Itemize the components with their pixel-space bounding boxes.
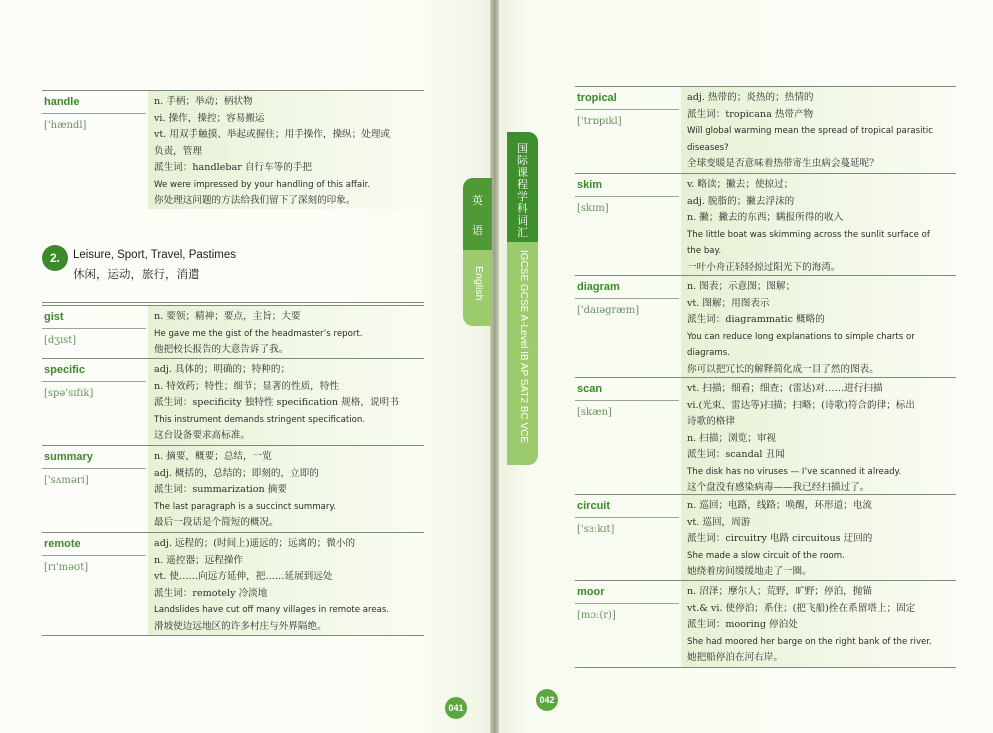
entry-tropical (575, 86, 956, 173)
headword-divider (42, 555, 146, 556)
side-tab-char: 国 (517, 142, 528, 155)
definition-line: vt. 巡回，周游 (687, 516, 751, 528)
headword: tropical (577, 92, 617, 104)
headword-divider (575, 196, 679, 197)
example-sentence: Landslides have cut off many villages in remote areas. (154, 605, 390, 615)
definition-line: 派生词：diagrammatic 概略的 (687, 314, 825, 325)
example-sentence: She made a slow circuit of the room. (687, 550, 845, 561)
definition-line: n. 撇；撇去的东西；瞒报所得的收入 (687, 212, 844, 223)
headword-divider (42, 468, 146, 469)
headword: diagram (577, 281, 620, 293)
definition-line: 派生词：handlebar 自行车等的手把 (154, 162, 312, 173)
example-sentence: The little boat was skimming across the sunlit surface of (687, 229, 930, 240)
definition-line: n. 特效药；特性；细节；显著的性质，特性 (154, 380, 339, 392)
page-number-left: 041 (445, 697, 467, 719)
section-rule (42, 302, 424, 303)
side-tab-latin: English (473, 266, 485, 301)
definition-line: n. 遥控器；远程操作 (154, 554, 244, 566)
entry-scan (575, 377, 956, 494)
headword: handle (44, 96, 80, 108)
entry-specific (42, 358, 424, 445)
definition-panel (148, 533, 424, 635)
headword: circuit (577, 500, 611, 512)
phonetic: ['sɜːkɪt] (577, 524, 615, 535)
headword: summary (44, 451, 93, 463)
definition-line: 派生词：remotely 冷淡地 (154, 587, 268, 599)
section-subtitle: 休闲，运动，旅行，消遣 (73, 267, 200, 281)
definition-line: v. 略读；撇去；使掠过； (687, 179, 794, 190)
headword-divider (42, 113, 146, 114)
example-translation: 最后一段话是个简短的概况。 (154, 517, 279, 528)
definition-line: vt. 用双手触摸、举起或握住；用手操作，操纵；处理或 (154, 129, 391, 140)
example-sentence: She had moored her barge on the right bank of the river. (687, 636, 932, 647)
headword: moor (577, 586, 605, 598)
headword: gist (44, 311, 64, 323)
headword: remote (44, 538, 81, 550)
example-translation: 你处理这问题的方法给我们留下了深刻的印象。 (154, 195, 356, 206)
phonetic: ['hændl] (44, 120, 87, 131)
headword-divider (575, 298, 679, 299)
side-tab-english (463, 178, 492, 326)
phonetic: [skæn] (577, 407, 612, 418)
definition-line: 派生词：summarization 摘要 (154, 484, 287, 495)
example-sentence: The disk has no viruses — I’ve scanned it already. (687, 466, 902, 477)
definition-line: adj. 具体的；明确的；特种的； (154, 364, 291, 375)
book-gutter (490, 0, 499, 733)
example-sentence: He gave me the gist of the headmaster’s report. (154, 328, 363, 339)
example-translation: 这台设备要求高标准。 (154, 430, 250, 441)
page-number-right: 042 (536, 689, 558, 711)
headword-divider (575, 603, 679, 604)
entry-skim (575, 173, 956, 275)
phonetic: [skɪm] (577, 203, 609, 214)
side-tab-latin: IGCSE GCSE A-Level IB AP SAT2 BC VCE (518, 250, 529, 444)
example-translation: 全球变暖是否意味着热带寄生虫病会蔓延呢？ (687, 158, 879, 169)
entry-remote (42, 532, 424, 636)
definition-line: vt. 图解；用图表示 (687, 297, 770, 309)
phonetic: [rɪ'məʊt] (44, 562, 89, 573)
side-tab-char: 科 (517, 202, 528, 215)
side-tab-char: 际 (517, 154, 528, 167)
definition-panel (681, 276, 956, 377)
definition-line: 负责，管理 (154, 145, 202, 157)
definition-panel (681, 378, 956, 494)
headword-divider (42, 328, 146, 329)
example-sentence: Will global warming mean the spread of tropical parasitic (687, 126, 933, 136)
entry-gist (42, 305, 424, 358)
headword-divider (575, 400, 679, 401)
example-translation: 这个盘没有感染病毒——我已经扫描过了。 (687, 482, 870, 493)
example-translation: 她绕着房间缓缓地走了一圈。 (687, 566, 812, 577)
definition-line: adj. 脱脂的；撇去浮沫的 (687, 195, 795, 207)
phonetic: ['trɒpɪkl] (577, 116, 622, 127)
headword-divider (42, 381, 146, 382)
entry-summary (42, 445, 424, 532)
example-sentence: This instrument demands stringent specification. (154, 414, 366, 425)
section-number: 2. (42, 245, 68, 271)
definition-line: n. 巡回；电路，线路；唤醒，环形道；电流 (687, 500, 872, 511)
definition-panel (681, 581, 956, 667)
definition-line: adj. 概括的，总结的；即刻的，立即的 (154, 467, 319, 479)
definition-line: 派生词：tropicana 热带产物 (687, 108, 814, 120)
definition-line: adj. 热带的；炎热的；热情的 (687, 92, 814, 103)
phonetic: ['sʌməri] (44, 475, 89, 486)
phonetic: [mɔː(r)] (577, 610, 616, 621)
entry-moor (575, 580, 956, 668)
phonetic: [dʒɪst] (44, 335, 77, 346)
definition-line: vt. 使……向远方延伸，把……延展到远处 (154, 571, 333, 582)
definition-panel (148, 91, 424, 209)
definition-line: n. 图表；示意图；图解； (687, 281, 796, 292)
definition-line: n. 手柄；举动；柄状物 (154, 96, 253, 107)
phonetic: ['daɪəgræm] (577, 305, 640, 316)
side-tab-char: 课 (517, 166, 528, 179)
example-sentence: diseases? (687, 142, 729, 153)
headword: specific (44, 364, 85, 376)
side-tab-char: 英 (472, 194, 483, 207)
definition-line: vi. 操作，操控；容易搬运 (154, 112, 265, 124)
definition-line: vt. 扫描；细看；细查；(雷达)对……进行扫描 (687, 383, 883, 394)
section-title: Leisure, Sport, Travel, Pastimes (73, 249, 236, 261)
definition-line: n. 要领；精神；要点，主旨；大要 (154, 311, 301, 322)
definition-panel (148, 446, 424, 532)
definition-line: n. 扫描；浏览；审视 (687, 432, 777, 444)
headword-divider (575, 517, 679, 518)
example-translation: 他把校长报告的大意告诉了我。 (154, 344, 289, 355)
example-sentence: You can reduce long explanations to simple charts or (687, 331, 915, 342)
headword: skim (577, 179, 603, 191)
side-tab-english-dark (463, 178, 492, 250)
side-tab-char: 语 (472, 224, 483, 237)
headword: scan (577, 383, 603, 395)
entry-handle (42, 90, 424, 209)
side-tab-subjects (507, 132, 538, 465)
definition-line: vt.& vi. 使停泊；系住；(把飞船)拴在系留塔上；固定 (687, 602, 916, 614)
definition-line: 派生词：specificity 独特性 specification 规格，说明书 (154, 397, 399, 408)
side-tab-char: 程 (517, 178, 528, 191)
headword-divider (575, 109, 679, 110)
side-tab-char: 学 (517, 190, 528, 203)
definition-line: 派生词：scandal 丑闻 (687, 449, 785, 460)
example-translation: 你可以把冗长的解释简化成一目了然的图表。 (687, 363, 879, 375)
definition-line: 派生词：mooring 停泊处 (687, 619, 798, 630)
side-tab-char: 汇 (517, 226, 528, 239)
side-tab-char: 词 (517, 214, 528, 227)
definition-panel (148, 306, 424, 358)
example-sentence: We were impressed by your handling of this affair. (154, 179, 371, 190)
example-translation: 一叶小舟正轻轻掠过阳光下的海湾。 (687, 261, 841, 273)
entry-circuit (575, 494, 956, 580)
definition-panel (681, 174, 956, 275)
definition-line: n. 沼泽；摩尔人；荒野，旷野；停泊，抛锚 (687, 586, 872, 597)
example-sentence: The last paragraph is a succinct summary. (154, 501, 337, 512)
definition-line: 诗歌的格律 (687, 416, 735, 427)
definition-panel (681, 87, 956, 173)
definition-line: vi.(光束、雷达等)扫描；扫略；(诗歌)符合韵律；标出 (687, 399, 915, 411)
definition-panel (681, 495, 956, 580)
definition-line: 派生词：circuitry 电路 circuitous 迂回的 (687, 533, 873, 544)
entry-diagram (575, 275, 956, 377)
example-sentence: diagrams. (687, 348, 730, 358)
example-sentence: the bay. (687, 246, 722, 256)
example-translation: 滑坡使边远地区的许多村庄与外界隔绝。 (154, 620, 327, 632)
definition-line: n. 摘要，概要；总结，一览 (154, 451, 272, 462)
phonetic: [spə'sɪfɪk] (44, 388, 94, 399)
definition-panel (148, 359, 424, 445)
definition-line: adj. 远程的；(时间上)遥远的；远离的；微小的 (154, 538, 356, 549)
example-translation: 她把船停泊在河右岸。 (687, 652, 783, 663)
